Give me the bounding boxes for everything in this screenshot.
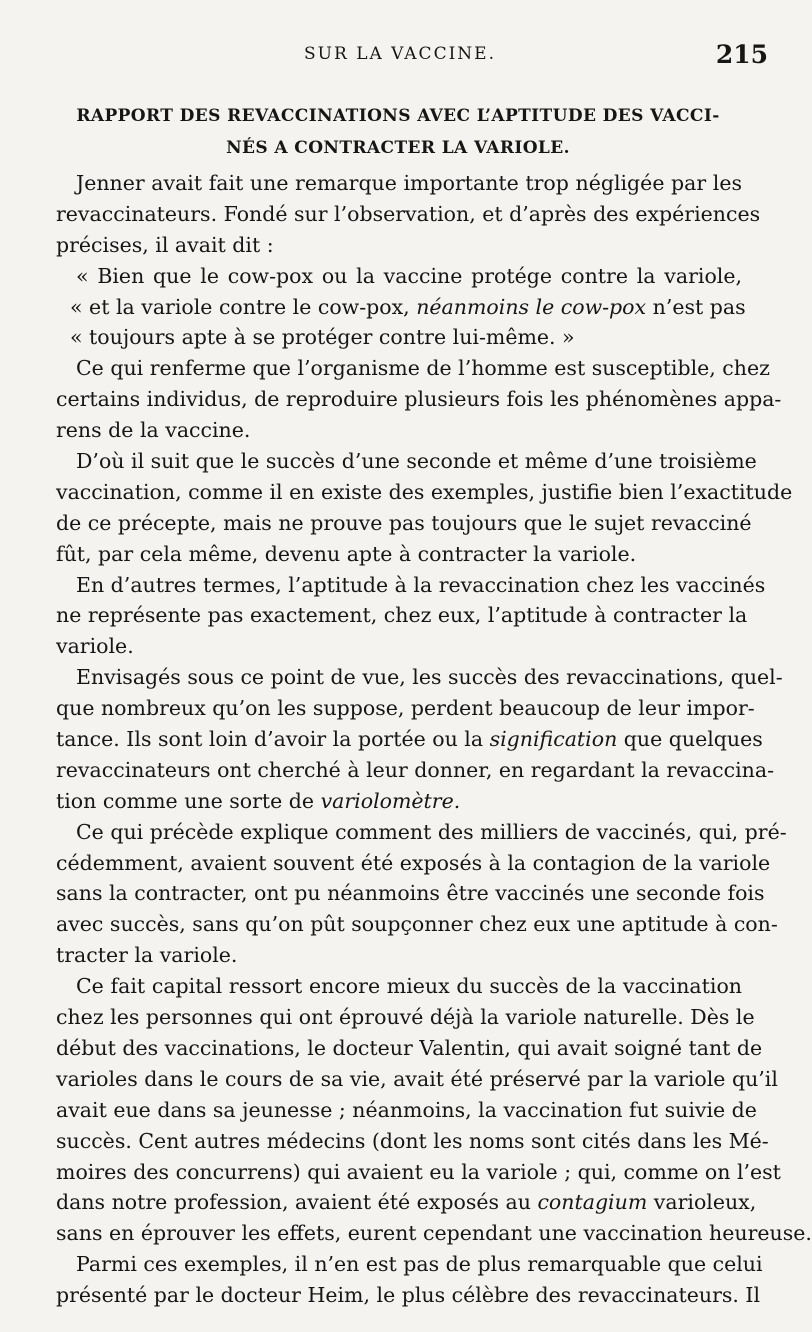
text-line: [56, 724, 763, 755]
text-line: variole.: [56, 634, 134, 659]
text-line: que nombreux qu’on les suppose, perdent beaucoup de leur impor-: [56, 696, 755, 721]
text-line: moires des concurrens) qui avaient eu la variole ; qui, comme on l’est: [56, 1159, 781, 1184]
text-line: Jenner avait fait une remarque importante trop négligée par les: [76, 171, 742, 195]
text-line: succès. Cent autres médecins (dont les noms sont cités dans les Mé-: [56, 1128, 769, 1153]
italic-run: néanmoins le cow-pox: [416, 294, 647, 319]
text-line: Ce qui renferme que l’organisme de l’homme est susceptible, chez: [76, 356, 770, 381]
text-line: cédemment, avaient souvent été exposés à la contagion de la variole: [56, 850, 771, 875]
text-line: début des vaccinations, le docteur Valentin, qui avait soigné tant de: [56, 1035, 763, 1060]
text-run: dans notre profession, avaient été exposés au: [56, 1190, 538, 1215]
text-line: [56, 1187, 757, 1218]
section-heading: [48, 100, 748, 164]
text-run: que quelques: [617, 727, 763, 752]
text-run: tance. Ils sont loin d’avoir la portée ou la: [56, 727, 490, 752]
text-line: sans la contracter, ont pu néanmoins être vaccinés une seconde fois: [56, 881, 765, 906]
text-line: rens de la vaccine.: [56, 418, 251, 443]
text-line: certains individus, de reproduire plusieurs fois les phénomènes appa-: [56, 387, 782, 412]
text-line: [56, 786, 742, 817]
text-line: chez les personnes qui ont éprouvé déjà la variole naturelle. Dès le: [56, 1005, 755, 1030]
text-line: Parmi ces exemples, il n’en est pas de plus remarquable que celui: [76, 1252, 763, 1277]
quote-line: [56, 292, 746, 323]
text-line: revaccinateurs. Fondé sur l’observation, et d’après des expériences: [56, 201, 761, 226]
italic-run: variolomètre.: [320, 788, 461, 813]
italic-run: contagium: [537, 1190, 648, 1215]
text-line: fût, par cela même, devenu apte à contracter la variole.: [56, 541, 637, 566]
body-text: [56, 168, 812, 1311]
running-title: SUR LA VACCINE.: [304, 44, 496, 64]
text-line: tracter la variole.: [56, 943, 238, 968]
text-line: Ce qui précède explique comment des milliers de vaccinés, qui, pré-: [76, 819, 787, 844]
text-line: D’où il suit que le succès d’une seconde et même d’une troisième: [76, 449, 757, 474]
text-line: revaccinateurs ont cherché à leur donner, en regardant la revaccina-: [56, 757, 774, 782]
italic-run: signification: [489, 727, 618, 752]
text-line: sans en éprouver les effets, eurent cependant une vaccination heureuse.: [56, 1221, 812, 1246]
text-line: de ce précepte, mais ne prouve pas toujours que le sujet revacciné: [56, 510, 752, 535]
text-line: Envisagés sous ce point de vue, les succès des revaccinations, quel-: [76, 665, 783, 690]
text-line: varioles dans le cours de sa vie, avait été préservé par la variole qu’il: [56, 1066, 778, 1091]
text-run: n’est pas: [646, 294, 746, 319]
text-run: tion comme une sorte de: [56, 788, 321, 813]
text-run: « et la variole contre le cow-pox,: [70, 294, 417, 319]
text-line: avait eue dans sa jeunesse ; néanmoins, la vaccination fut suivie de: [56, 1097, 757, 1122]
text-run: varioleux,: [647, 1190, 757, 1215]
text-line: ne représente pas exactement, chez eux, l’aptitude à contracter la: [56, 603, 748, 628]
heading-line-1: RAPPORT DES REVACCINATIONS AVEC L’APTITUDE DES VACCI-: [76, 106, 720, 126]
text-line: précises, il avait dit :: [56, 232, 274, 257]
text-line: Ce fait capital ressort encore mieux du succès de la vaccination: [76, 974, 742, 999]
text-line: présenté par le docteur Heim, le plus célèbre des revaccinateurs. Il: [56, 1283, 761, 1308]
text-line: En d’autres termes, l’aptitude à la revaccination chez les vaccinés: [76, 572, 766, 597]
quote-line: « toujours apte à se protéger contre lui-même. »: [70, 325, 575, 350]
page-number: 215: [715, 40, 768, 69]
running-head: [0, 40, 800, 70]
text-line: avec succès, sans qu’on pût soupçonner chez eux une aptitude à con-: [56, 912, 778, 937]
text-line: vaccination, comme il en existe des exemples, justifie bien l’exactitude: [56, 479, 793, 504]
quote-line: « Bien que le cow-pox ou la vaccine protége contre la variole,: [76, 263, 742, 288]
heading-line-2: NÉS A CONTRACTER LA VARIOLE.: [226, 138, 570, 158]
